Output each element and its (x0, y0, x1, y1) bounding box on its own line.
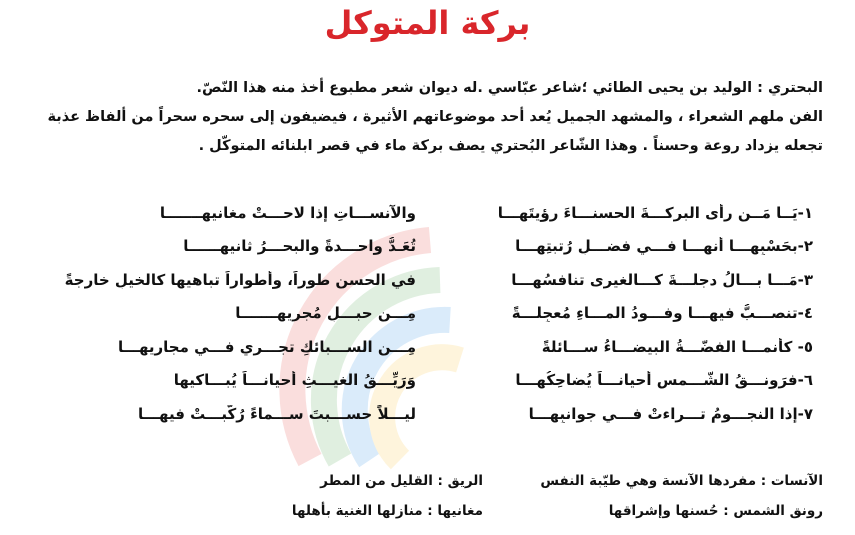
poem (26, 196, 813, 431)
verse-first-hemistich: ٢-بحَسْبِهـــا أنهـــا فـــي فضـــلِ رُتبتِهـــا (515, 237, 813, 256)
glossary-entry: مغانيها : منازلها الغنية بأهلها (291, 503, 483, 519)
page-title: بركة المتوكل (324, 4, 531, 42)
verse-first-hemistich: ٤-تنصـــبُّ فيهـــا وفـــودُ المـــاءِ مُعجِلـــةً (511, 304, 813, 323)
intro-line-1: البحتري : الوليد بن يحيى الطائي ؛شاعر عبّاسي .له ديوان شعر مطبوع أخذ منه هذا النّصّ. (196, 80, 823, 96)
verse-row (26, 263, 813, 297)
verse-row (26, 330, 813, 364)
glossary-row (200, 466, 823, 496)
verse-second-hemistich: ليـــلاً حســـبتَ ســـماءً رُكّبـــتْ فيهـــا (138, 404, 416, 423)
intro-line-3: تجعله يزداد روعة وحسناً . وهذا الشّاعر البُحتري يصف بركة ماء في قصر ابلنائه المتوكّل . (198, 138, 823, 154)
verse-first-hemistich: ١-يَــا مَــن رأى البركـــةَ الحسنـــاءَ رؤيتَهـــا (497, 203, 813, 222)
glossary-entry: رونق الشمس : حُسنها وإشراقها (608, 503, 823, 519)
verse-second-hemistich: مِـــن حبـــلِ مُجريهـــــــا (235, 304, 416, 323)
glossary-row (200, 496, 823, 526)
glossary-entry: الآنسات : مفردها الآنسة وهي طيّبة النفس (540, 473, 823, 489)
verse-first-hemistich: ٣-مَـــا بـــالُ دجلـــةَ كـــالغيرى تنافسُهـــا (511, 270, 813, 289)
verse-second-hemistich: والآنســـاتِ إذا لاحـــتْ مغانيهـــــــا (159, 203, 416, 222)
verse-second-hemistich: وَرَيِّـــقُ الغيـــثِ أحيانـــاً يُبـــاكيها (173, 371, 416, 390)
intro-paragraph (30, 74, 823, 161)
verse-first-hemistich: ٥- كأنمـــا الفضّـــةُ البيضـــاءُ ســـائلةً (541, 337, 813, 356)
verse-first-hemistich: ٦-فرَونـــقُ الشّـــمسِ أحيانـــاً يُضاحِكُهـــا (515, 371, 813, 390)
intro-line-2: الفن ملهم الشعراء ، والمشهد الجميل يُعد أحد موضوعاتهم الأثيرة ، فيضيفون إلى سحره سحراً من ألفاظ عذبة (47, 109, 823, 125)
verse-row (26, 297, 813, 331)
verse-row (26, 397, 813, 431)
verse-row (26, 230, 813, 264)
glossary-entry: الريق : القليل من المطر (320, 473, 483, 489)
glossary (200, 466, 823, 526)
verse-row (26, 196, 813, 230)
verse-second-hemistich: في الحسنِ طوراً، وأطواراً تباهيها كالخيلِ خارجةً (64, 270, 416, 289)
verse-first-hemistich: ٧-إذا النجـــومُ تـــراءتْ فـــي جوانبِهـــا (528, 404, 813, 423)
verse-second-hemistich: تُعَـدُّ واحـــدةً والبحـــرُ ثانيهــــــا (183, 237, 416, 256)
verse-second-hemistich: مِـــن الســـبائكِ تجـــري فـــي مجاريهـــا (117, 337, 416, 356)
verse-row (26, 364, 813, 398)
